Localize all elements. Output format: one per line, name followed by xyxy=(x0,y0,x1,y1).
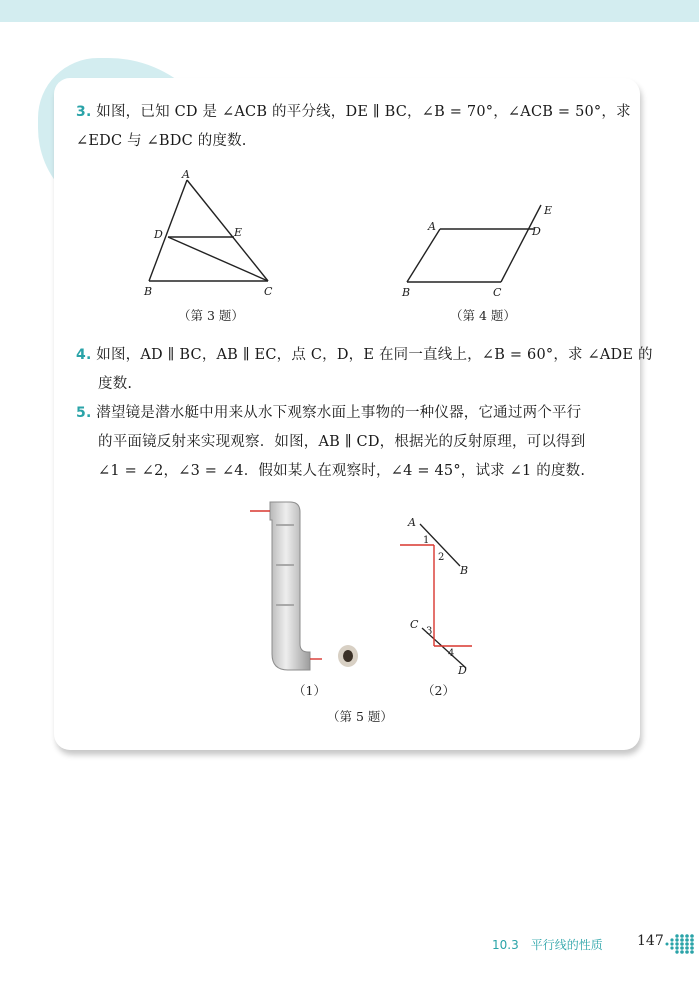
label-d: D xyxy=(154,228,163,241)
label-c: C xyxy=(493,286,502,299)
line-ce xyxy=(501,205,541,282)
angle-4-label: 4 xyxy=(448,648,455,659)
label-a: A xyxy=(428,220,436,233)
line-ac xyxy=(187,180,268,281)
angle-3-label: 3 xyxy=(426,626,433,637)
angle-2-label: 2 xyxy=(438,552,445,563)
page-number: 147 xyxy=(637,933,664,949)
section-title: 10.3 平行线的性质 xyxy=(492,938,603,952)
figure-4-parallelogram xyxy=(398,200,563,302)
figure-5-periscope-photo xyxy=(248,494,368,674)
label-c: C xyxy=(264,285,273,298)
figure-3-triangle xyxy=(140,168,290,303)
problem-4-line1: 如图，AD ∥ BC，AB ∥ EC，点 C，D，E 在同一直线上，∠B = 60°，求 ∠ADE 的 xyxy=(96,347,653,363)
line-dc xyxy=(168,237,268,281)
label-b: B xyxy=(144,285,153,298)
figure-5-sub2-caption: （2） xyxy=(422,683,455,698)
problem-3-number: 3. xyxy=(76,104,92,120)
label-b: B xyxy=(402,286,411,299)
problem-5-line3: ∠1 = ∠2，∠3 = ∠4．假如某人在观察时，∠4 = 45°，试求 ∠1 的度数. xyxy=(98,463,586,479)
problem-5 xyxy=(76,399,585,486)
line-ab xyxy=(407,229,440,282)
problem-3-line1: 如图，已知 CD 是 ∠ACB 的平分线，DE ∥ BC，∠B = 70°，∠ACB = 50°，求 xyxy=(96,104,631,120)
label-d: D xyxy=(458,664,467,677)
label-c: C xyxy=(410,618,419,631)
problem-4-number: 4. xyxy=(76,347,92,363)
problem-3 xyxy=(76,98,631,156)
decor-dots-icon xyxy=(664,932,698,956)
angle-1-label: 1 xyxy=(423,535,430,546)
periscope-tube xyxy=(270,502,310,670)
label-a: A xyxy=(408,516,416,529)
problem-4 xyxy=(76,341,653,399)
problem-3-line2: ∠EDC 与 ∠BDC 的度数. xyxy=(76,133,247,149)
label-d: D xyxy=(532,225,541,238)
problem-5-line1: 潜望镜是潜水艇中用来从水下观察水面上事物的一种仪器，它通过两个平行 xyxy=(96,405,582,421)
top-decor-band xyxy=(0,0,699,22)
figure-5-caption: （第 5 题） xyxy=(327,709,393,724)
problem-5-line2: 的平面镜反射来实现观察．如图，AB ∥ CD，根据光的反射原理，可以得到 xyxy=(98,434,586,450)
problem-5-number: 5. xyxy=(76,405,92,421)
figure-5-diagram xyxy=(392,510,482,680)
problem-4-line2: 度数. xyxy=(98,376,133,392)
label-a: A xyxy=(182,168,190,181)
figure-5-sub1-caption: （1） xyxy=(293,683,326,698)
label-e: E xyxy=(544,204,553,217)
label-e: E xyxy=(234,226,243,239)
figure-4-caption: （第 4 题） xyxy=(450,308,516,323)
label-b: B xyxy=(460,564,469,577)
figure-3-caption: （第 3 题） xyxy=(178,308,244,323)
